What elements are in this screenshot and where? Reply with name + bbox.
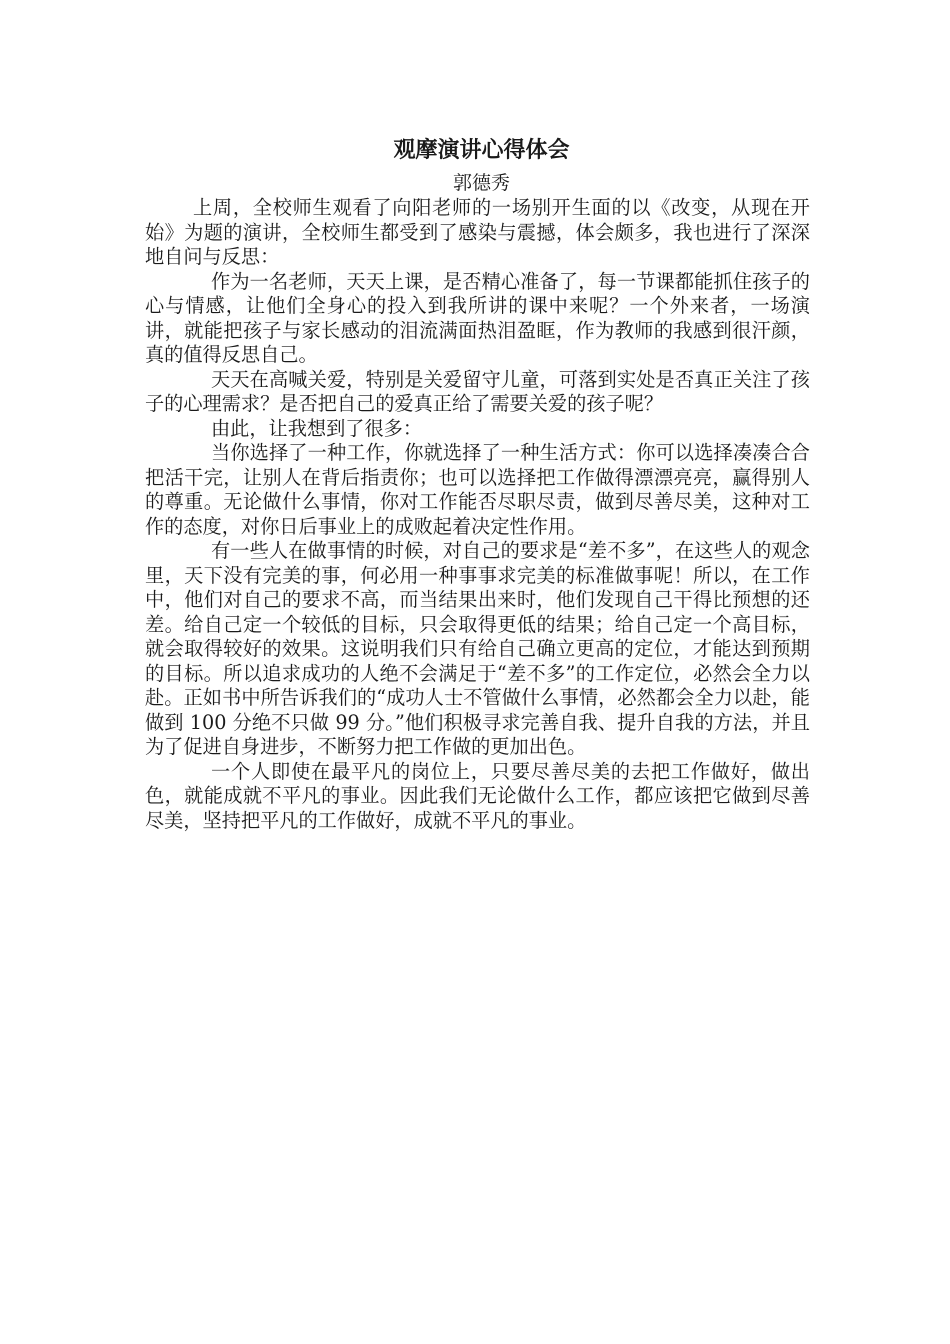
paragraph-transition: 由此，让我想到了很多： [211, 416, 423, 440]
paragraph-work-choice: 当你选择了一种工作，你就选择了一种生活方式：你可以选择凑凑合合把活干完，让别人在背后指责你；也可以选择把工作做得漂漂亮亮，赢得别人的尊重。无论做什么事情，你对工作能否尽职尽责，做到尽善尽美，这种对工作的态度，对你日后事业上的成败起着决定性作用。 [145, 441, 810, 538]
paragraph-care-reflection: 天天在高喊关爱，特别是关爱留守儿童，可落到实处是否真正关注了孩子的心理需求？是否把自己的爱真正给了需要关爱的孩子呢？ [145, 367, 810, 415]
paragraph-teacher-reflection: 作为一名老师，天天上课，是否精心准备了，每一节课都能抓住孩子的心与情感，让他们全身心的投入到我所讲的课中来呢？一个外来者，一场演讲，就能把孩子与家长感动的泪流满面热泪盈眶，作为教师的我感到很汗颜，真的值得反思自己。 [145, 269, 810, 366]
document-author: 郭德秀 [452, 172, 510, 194]
paragraph-good-enough: 有一些人在做事情的时候，对自己的要求是“差不多”，在这些人的观念里，天下没有完美的事，何必用一种事事求完美的标准做事呢！所以，在工作中，他们对自己的要求不高，而当结果出来时，他们发现自己干得比预想的还差。给自己定一个较低的目标，只会取得更低的结果；给自己定一个高目标，就会取得较好的效果。这说明我们只有给自己确立更高的定位，才能达到预期的目标。所以追求成功的人绝不会满足于“差不多”的工作定位，必然会全力以赴。正如书中所告诉我们的“成功人士不管做什么事情，必然都会全力以赴，能做到 100 分绝不只做 99 分。”他们积极寻求完善自我、提升自我的方法，并且为了促进自身进步，不断努力把工作做的更加出色。 [145, 539, 810, 758]
paragraph-conclusion: 一个人即使在最平凡的岗位上，只要尽善尽美的去把工作做好，做出色，就能成就不平凡的事业。因此我们无论做什么工作，都应该把它做到尽善尽美，坚持把平凡的工作做好，成就不平凡的事业。 [145, 759, 810, 832]
paragraph-intro: 上周，全校师生观看了向阳老师的一场别开生面的以《改变，从现在开始》为题的演讲，全校师生都受到了感染与震撼，体会颇多，我也进行了深深地自问与反思： [145, 196, 810, 268]
document-title: 观摩演讲心得体会 [393, 137, 570, 163]
document-body [145, 134, 810, 833]
